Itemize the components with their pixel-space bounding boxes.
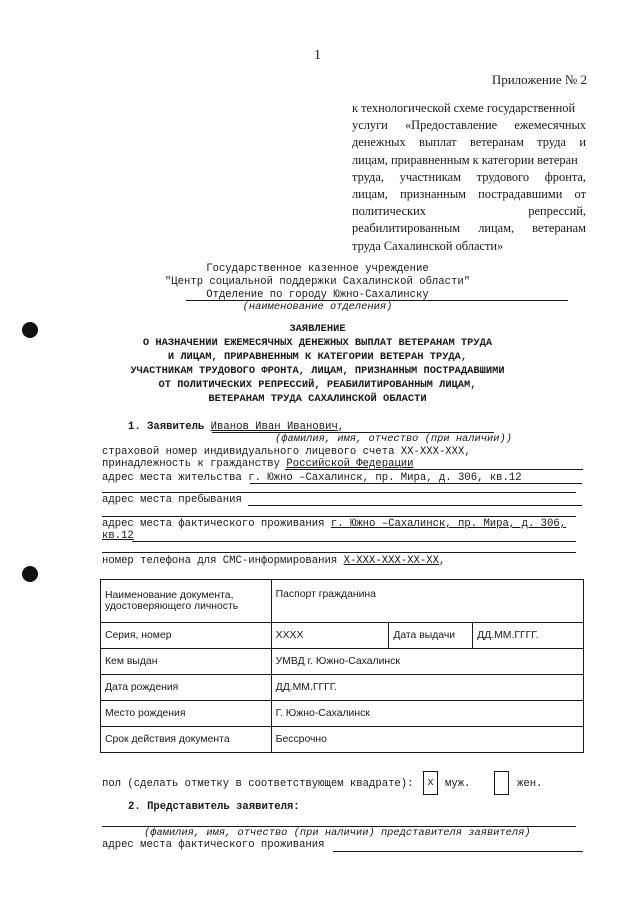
issued-by-label: Кем выдан <box>101 649 272 675</box>
scheme-line: труда Сахалинской области» <box>352 238 504 253</box>
snils-row <box>102 446 471 458</box>
scheme-line: денежных выплат ветеранам труда и <box>352 135 586 150</box>
sex-label: пол (сделать отметку в соответствующем квадрате): <box>102 778 414 790</box>
scheme-line: политических репрессий, <box>352 204 586 219</box>
actual-value-1: г. Южно –Сахалинск, пр. Мира, д. 306, <box>330 518 567 530</box>
stay-row <box>102 494 242 506</box>
validity-value: Бессрочно <box>271 727 583 753</box>
representative-hint: (фамилия, имя, отчество (при наличии) представителя заявителя) <box>144 827 531 839</box>
scheme-line: услуги «Предоставление ежемесячных <box>352 118 586 133</box>
table-row <box>101 580 584 623</box>
representative-address-label: адрес места фактического проживания <box>102 839 325 851</box>
sex-female-checkbox[interactable] <box>494 771 509 795</box>
applicant-name-hint: (фамилия, имя, отчество (при наличии)) <box>275 433 512 445</box>
applicant-name: Иванов Иван Иванович <box>210 421 338 433</box>
scheme-line: лицам, приравненным к категории ветеран <box>352 152 578 167</box>
title-line: ВЕТЕРАНАМ ТРУДА САХАЛИНСКОЙ ОБЛАСТИ <box>208 393 427 405</box>
appendix-heading: Приложение № 2 <box>491 72 587 87</box>
table-row <box>101 623 584 649</box>
scheme-line: реабилитированным лицам, ветеранам <box>352 221 586 236</box>
issue-date-value: ДД.ММ.ГГГГ. <box>473 623 584 649</box>
representative-label: 2. Представитель заявителя: <box>128 801 300 813</box>
doc-name-value: Паспорт гражданина <box>271 580 583 623</box>
citizenship-rule <box>285 469 583 470</box>
title-line: ЗАЯВЛЕНИЕ <box>289 323 346 335</box>
scheme-line: лицам, признанным пострадавшими от <box>352 187 586 202</box>
table-row <box>101 727 584 753</box>
identity-document-table <box>100 579 584 753</box>
citizenship-label: принадлежность к гражданству <box>102 458 281 470</box>
actual-row <box>102 518 566 530</box>
scheme-reference <box>352 100 586 255</box>
stay-rule <box>248 505 582 506</box>
snils-label: страховой номер индивидуального лицевого счета <box>102 446 395 458</box>
birth-place-value: Г. Южно-Сахалинск <box>271 701 583 727</box>
actual-label: адрес места фактического проживания <box>102 518 325 530</box>
birth-date-value: ДД.ММ.ГГГГ. <box>271 675 583 701</box>
stay-rule-2 <box>102 516 576 517</box>
sex-female-label: жен. <box>517 778 543 790</box>
title-line: О НАЗНАЧЕНИИ ЕЖЕМЕСЯЧНЫХ ДЕНЕЖНЫХ ВЫПЛАТ ВЕТЕРАНАМ ТРУДА <box>142 337 493 349</box>
actual-rule-3 <box>102 552 576 553</box>
scheme-line: к технологической схеме государственной <box>352 101 576 115</box>
actual-value-2: кв.12 <box>102 530 134 542</box>
title-line: ОТ ПОЛИТИЧЕСКИХ РЕПРЕССИЙ, РЕАБИЛИТИРОВАННЫМ ЛИЦАМ, <box>158 379 477 391</box>
doc-name-label: Наименование документа, удостоверяющего личность <box>101 580 272 623</box>
residence-rule <box>250 483 582 484</box>
table-row <box>101 675 584 701</box>
punch-hole-bottom <box>22 566 38 582</box>
org-caption: (наименование отделения) <box>242 301 393 313</box>
validity-label: Срок действия документа <box>101 727 272 753</box>
issued-by-value: УМВД г. Южно-Сахалинск <box>271 649 583 675</box>
phone-label: номер телефона для СМС-информирования <box>102 555 338 567</box>
phone-value: Х-ХХХ-ХХХ-ХХ-ХХ <box>343 555 439 567</box>
org-name-line1: Государственное казенное учреждение <box>206 263 429 275</box>
phone-row: номер телефона для СМС-информирования Х-ХХХ-ХХХ-ХХ-ХХ, <box>102 555 446 567</box>
applicant-label: 1. Заявитель <box>128 421 205 433</box>
citizenship-value: Российской Федерации <box>286 458 414 470</box>
residence-label: адрес места жительства <box>102 472 242 484</box>
actual-rule-2 <box>132 541 576 542</box>
sex-male-label: муж. <box>445 778 471 790</box>
birth-place-label: Место рождения <box>101 701 272 727</box>
scheme-line: труда, участникам трудового фронта, <box>352 169 586 184</box>
residence-value: г. Южно –Сахалинск, пр. Мира, д. 306, кв.12 <box>248 472 522 484</box>
page-number: 1 <box>314 48 321 63</box>
sex-male-checkbox[interactable]: х <box>423 771 438 795</box>
series-value: ХХХХ <box>271 623 389 649</box>
title-line: И ЛИЦАМ, ПРИРАВНЕННЫМ К КАТЕГОРИИ ВЕТЕРАН ТРУДА, <box>167 351 468 363</box>
org-department: Отделение по городу Южно-Сахалинску <box>206 289 429 301</box>
issue-date-label: Дата выдачи <box>389 623 473 649</box>
table-row <box>101 701 584 727</box>
title-line: УЧАСТНИКАМ ТРУДОВОГО ФРОНТА, ЛИЦАМ, ПРИЗНАННЫМ ПОСТРАДАВШИМИ <box>130 365 505 377</box>
statement-title <box>0 322 635 406</box>
org-name-line2: "Центр социальной поддержки Сахалинской области" <box>164 276 471 288</box>
representative-address-rule <box>333 851 583 852</box>
table-row <box>101 649 584 675</box>
residence-rule-2 <box>102 492 576 493</box>
birth-date-label: Дата рождения <box>101 675 272 701</box>
snils-value: ХХ-ХХХ-ХХХ, <box>400 446 471 458</box>
stay-label: адрес места пребывания <box>102 494 242 506</box>
series-label: Серия, номер <box>101 623 272 649</box>
applicant-row: 1. Заявитель Иванов Иван Иванович, <box>128 421 345 433</box>
